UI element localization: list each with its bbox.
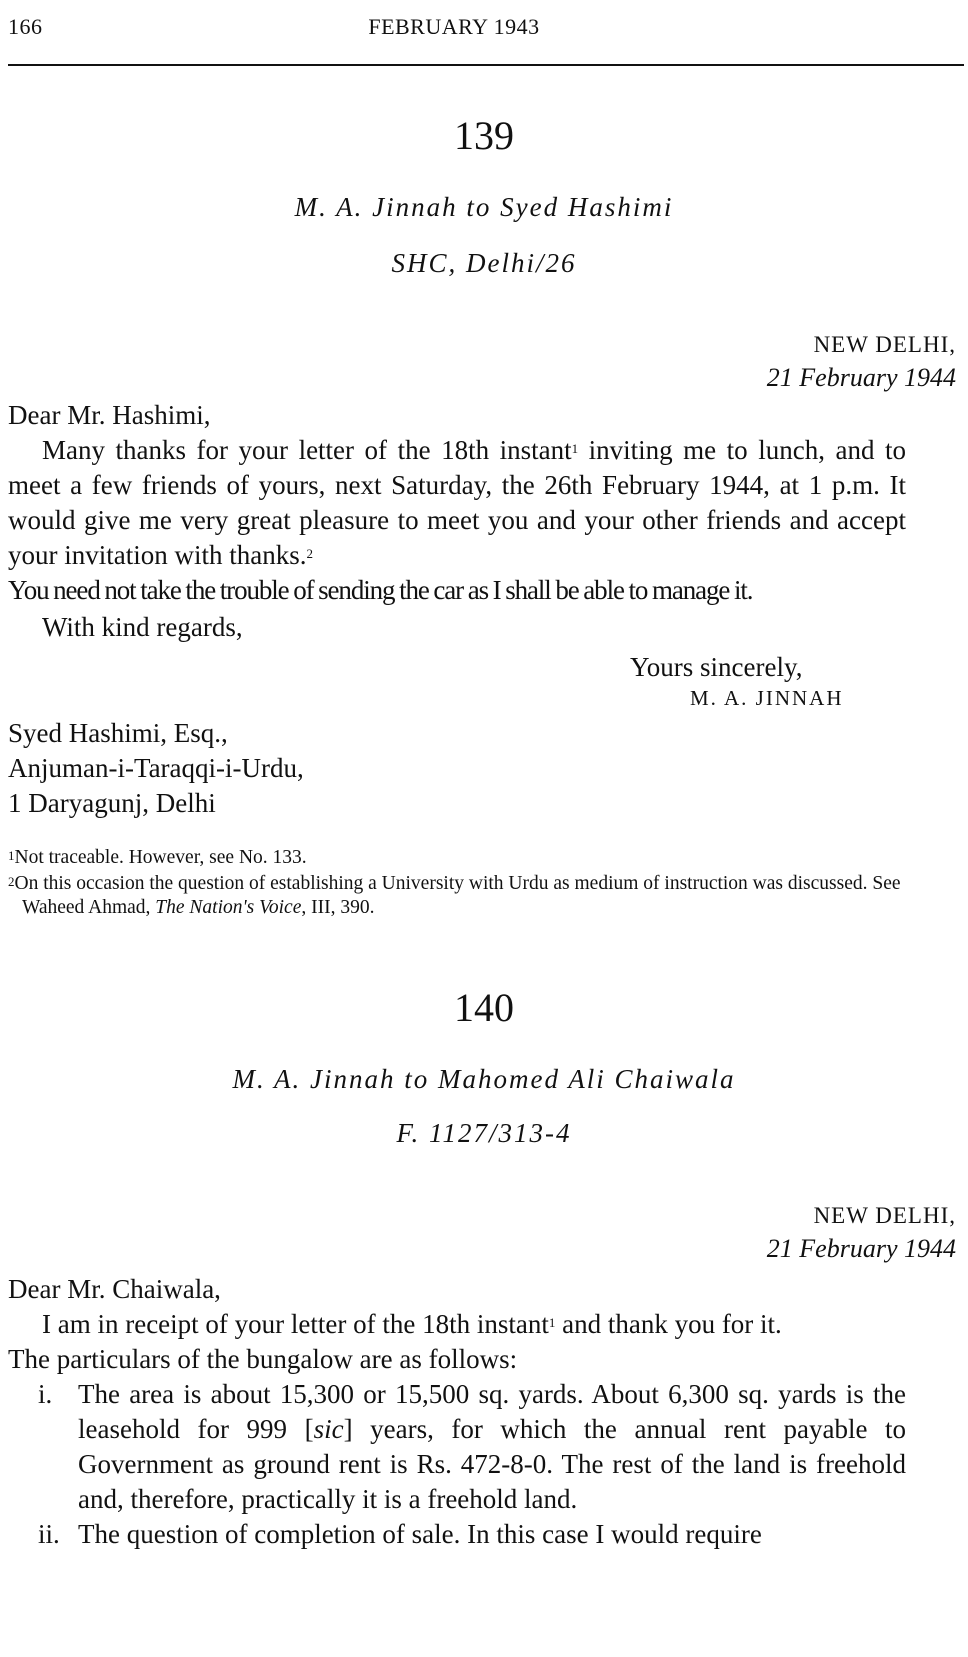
doc-140-paragraph-1 — [42, 1307, 782, 1342]
doc-139-footnote-ref-1: 1 — [571, 441, 579, 456]
doc-140-title: M. A. Jinnah to Mahomed Ali Chaiwala — [232, 1064, 736, 1094]
doc-139-footnote-2 — [8, 872, 908, 920]
doc-140-footnote-ref-1: 1 — [548, 1315, 556, 1330]
doc-139-paragraph — [8, 433, 906, 573]
doc-139-address-line-1: Syed Hashimi, Esq., — [8, 718, 228, 748]
doc-139-closing: With kind regards, — [42, 612, 243, 642]
doc-139-sign-off: Yours sincerely, — [630, 652, 803, 682]
doc-140-text-a: I am in receipt of your letter of the 18th instant — [42, 1309, 549, 1339]
doc-139-text-b: inviting me to lunch, and to meet a few friends of yours, next Saturday, the 26th February 1944, at 1 p.m. It would give me very great pleasure to meet you and your other friends and accept your invitation with thanks. — [8, 435, 906, 570]
item-1-marker: i. — [38, 1379, 53, 1409]
footnote-1-text: Not traceable. However, see No. 133. — [14, 847, 307, 868]
doc-139-date: 21 February 1944 — [766, 363, 956, 392]
doc-140-salutation: Dear Mr. Chaiwala, — [8, 1274, 221, 1304]
item-2-text: The question of completion of sale. In this case I would require — [78, 1519, 762, 1549]
doc-140-paragraph-2: The particulars of the bungalow are as follows: — [8, 1344, 518, 1374]
doc-139-title: M. A. Jinnah to Syed Hashimi — [294, 192, 674, 222]
footnote-2-book-title: The Nation's Voice — [155, 897, 302, 918]
running-title: FEBRUARY 1943 — [368, 14, 540, 39]
doc-139-footnote-ref-2: 2 — [306, 546, 313, 561]
doc-140-date: 21 February 1944 — [766, 1234, 956, 1263]
doc-140-text-b: and thank you for it. — [555, 1309, 782, 1339]
header-rule — [8, 64, 964, 66]
page-number: 166 — [8, 14, 43, 39]
doc-140-reference: F. 1127/313-4 — [396, 1118, 572, 1148]
doc-140-item-2 — [8, 1517, 968, 1552]
doc-140-number: 140 — [454, 985, 514, 1030]
doc-139-text-c: You need not take the trouble of sending the car as I shall be able to manage it. — [8, 575, 753, 605]
doc-139-reference: SHC, Delhi/26 — [391, 248, 577, 278]
footnote-1-mark: 1 — [8, 848, 15, 863]
footnote-2-text-a: On this occasion the question of establishing a University with Urdu as medium of instruction was discussed. See Waheed Ahmad, — [14, 873, 901, 918]
doc-139-address-line-3: 1 Daryagunj, Delhi — [8, 788, 216, 818]
footnote-2-text-b: , III, 390. — [301, 897, 375, 918]
doc-139-place: NEW DELHI, — [813, 332, 956, 357]
doc-140-place: NEW DELHI, — [813, 1203, 956, 1228]
footnote-2-mark: 2 — [8, 874, 15, 889]
doc-139-text-a: Many thanks for your letter of the 18th instant — [42, 435, 572, 465]
doc-139-signature: M. A. JINNAH — [690, 686, 844, 710]
doc-139-number: 139 — [454, 113, 514, 158]
item-2-marker: ii. — [38, 1519, 60, 1549]
item-1-text-b: ] years, for which the annual rent payable to Government as ground rent is Rs. 472-8-0. The rest of the land is freehold and, therefore, practically it is a freehold land. — [78, 1414, 907, 1514]
doc-139-footnote-1 — [8, 846, 908, 870]
item-1-text-a: The area is about 15,300 or 15,500 sq. yards. About 6,300 sq. yards is the leasehold for 999 [ — [78, 1379, 906, 1444]
item-1-sic: sic — [313, 1414, 344, 1444]
doc-139-salutation: Dear Mr. Hashimi, — [8, 400, 211, 430]
doc-140-item-1 — [8, 1377, 906, 1517]
doc-139-address-line-2: Anjuman-i-Taraqqi-i-Urdu, — [8, 753, 304, 783]
